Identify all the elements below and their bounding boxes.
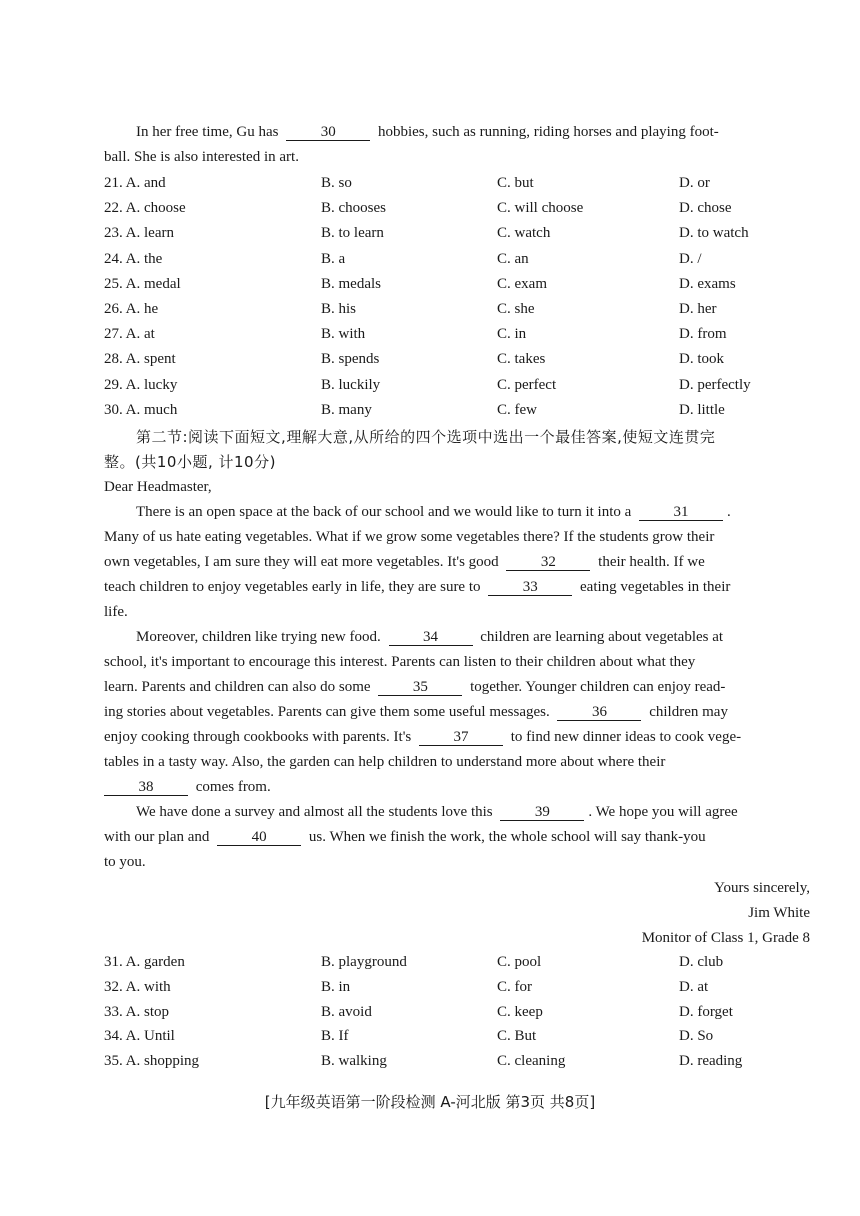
option-d: D. club — [679, 954, 724, 970]
option-c: C. exam — [497, 275, 547, 292]
option-a: 33. A. stop — [104, 1003, 170, 1020]
letter-p3-line2 — [104, 827, 810, 847]
option-b: B. avoid — [321, 1003, 372, 1020]
letter-text: with our plan and — [104, 829, 210, 845]
option-c: C. pool — [497, 954, 542, 970]
option-c: C. few — [497, 401, 537, 418]
letter-signature-title: Monitor of Class 1, Grade 8 — [641, 930, 810, 946]
letter-text: to find new dinner ideas to cook vege- — [510, 729, 742, 745]
question-row — [104, 274, 824, 294]
letter-signature-name: Jim White — [748, 905, 810, 921]
letter-text: children may — [649, 704, 728, 720]
letter-text: . We hope you will agree — [588, 804, 738, 820]
blank-36: 36 — [557, 704, 641, 721]
question-row — [104, 1026, 824, 1046]
letter-text: eating vegetables in their — [580, 579, 731, 595]
option-b: B. walking — [321, 1053, 387, 1070]
option-a: 21. A. and — [104, 175, 166, 191]
letter-p1-line5: life. — [104, 604, 128, 620]
option-d: D. to watch — [679, 225, 749, 242]
option-a: 34. A. Until — [104, 1028, 175, 1045]
option-c: C. but — [497, 175, 534, 191]
letter-text: Moreover, children like trying new food. — [136, 629, 381, 645]
blank-31: 31 — [639, 504, 723, 521]
option-a: 26. A. he — [104, 301, 159, 317]
option-b: B. If — [321, 1028, 349, 1045]
letter-p3-line1 — [136, 802, 810, 822]
blank-39: 39 — [500, 804, 584, 821]
option-d: D. or — [679, 175, 710, 191]
letter-text: own vegetables, I am sure they will eat more vegetables. It's good — [104, 554, 499, 570]
intro-text: hobbies, such as running, riding horses and playing foot- — [377, 124, 719, 140]
option-d: D. perfectly — [679, 376, 751, 393]
question-row — [104, 223, 824, 243]
letter-p1-line3 — [104, 552, 810, 572]
letter-p1-line1 — [136, 502, 810, 522]
letter-text: learn. Parents and children can also do some — [104, 679, 371, 695]
question-row — [104, 173, 824, 193]
letter-text: comes from. — [195, 779, 271, 795]
option-d: D. chose — [679, 200, 732, 217]
blank-38: 38 — [104, 779, 188, 796]
question-row — [104, 324, 824, 344]
letter-p3-line3: to you. — [104, 854, 146, 870]
option-c: C. keep — [497, 1003, 543, 1020]
option-d: D. at — [679, 978, 709, 995]
option-a: 23. A. learn — [104, 225, 174, 242]
blank-33: 33 — [488, 579, 572, 596]
option-a: 29. A. lucky — [104, 376, 178, 393]
letter-p2-line1 — [136, 627, 810, 647]
option-d: D. exams — [679, 275, 736, 292]
option-a: 27. A. at — [104, 326, 155, 343]
letter-text: children are learning about vegetables at — [480, 629, 724, 645]
blank-40: 40 — [217, 829, 301, 846]
option-b: B. his — [321, 301, 357, 317]
option-b: B. luckily — [321, 376, 381, 393]
option-b: B. a — [321, 250, 346, 267]
option-b: B. medals — [321, 275, 381, 292]
page-footer: [九年级英语第一阶段检测 A-河北版 第3页 共8页] — [264, 1093, 596, 1111]
option-c: C. cleaning — [497, 1053, 566, 1070]
letter-text: There is an open space at the back of our school and we would like to turn it into a — [136, 504, 632, 520]
question-row — [104, 249, 824, 269]
blank-30: 30 — [286, 124, 370, 141]
letter-p2-line2: school, it's important to encourage this interest. Parents can listen to their children about what they — [104, 654, 696, 670]
section2-instructions-line2: 整。(共10小题, 计10分) — [104, 453, 276, 471]
option-c: C. an — [497, 250, 529, 267]
question-row — [104, 1002, 824, 1022]
option-c: C. she — [497, 301, 535, 317]
letter-p1-line4 — [104, 577, 810, 597]
option-d: D. took — [679, 351, 724, 368]
section2-instructions-line1: 第二节:阅读下面短文,理解大意,从所给的四个选项中选出一个最佳答案,使短文连贯完 — [136, 428, 716, 446]
option-b: B. with — [321, 326, 366, 343]
letter-text: us. When we finish the work, the whole school will say thank-you — [308, 829, 706, 845]
letter-text: enjoy cooking through cookbooks with parents. It's — [104, 729, 412, 745]
option-c: C. in — [497, 326, 527, 343]
option-d: D. reading — [679, 1053, 743, 1070]
option-b: B. in — [321, 978, 351, 995]
option-b: B. so — [321, 175, 352, 191]
question-row — [104, 299, 824, 319]
letter-p1-line2: Many of us hate eating vegetables. What if we grow some vegetables there? If the students grow their — [104, 529, 715, 545]
letter-p2-line7 — [104, 777, 810, 797]
option-a: 35. A. shopping — [104, 1053, 200, 1070]
option-a: 24. A. the — [104, 250, 163, 267]
letter-p2-line5 — [104, 727, 810, 747]
option-a: 31. A. garden — [104, 954, 185, 970]
option-b: B. playground — [321, 954, 407, 970]
letter-greeting: Dear Headmaster, — [104, 479, 212, 495]
letter-closing: Yours sincerely, — [714, 880, 810, 896]
letter-p2-line3 — [104, 677, 810, 697]
option-d: D. her — [679, 301, 717, 317]
option-c: C. perfect — [497, 376, 557, 393]
option-c: C. for — [497, 978, 532, 995]
option-a: 30. A. much — [104, 401, 178, 418]
option-c: C. watch — [497, 225, 551, 242]
option-c: C. But — [497, 1028, 537, 1045]
option-b: B. spends — [321, 351, 380, 368]
option-b: B. chooses — [321, 200, 386, 217]
option-c: C. will choose — [497, 200, 584, 217]
blank-32: 32 — [506, 554, 590, 571]
option-d: D. little — [679, 401, 725, 418]
blank-35: 35 — [378, 679, 462, 696]
question-row — [104, 977, 824, 997]
option-b: B. to learn — [321, 225, 384, 242]
question-row — [104, 952, 824, 972]
option-a: 25. A. medal — [104, 275, 181, 292]
question-row — [104, 375, 824, 395]
blank-37: 37 — [419, 729, 503, 746]
letter-p2-line6: tables in a tasty way. Also, the garden can help children to understand more about where their — [104, 754, 666, 770]
letter-text: . — [727, 504, 731, 520]
letter-text: teach children to enjoy vegetables early in life, they are sure to — [104, 579, 481, 595]
option-a: 28. A. spent — [104, 351, 176, 368]
intro-line-1 — [136, 122, 810, 142]
option-a: 32. A. with — [104, 978, 171, 995]
option-d: D. from — [679, 326, 727, 343]
question-row — [104, 1051, 824, 1071]
letter-text: their health. If we — [598, 554, 705, 570]
letter-text: ing stories about vegetables. Parents can give them some useful messages. — [104, 704, 550, 720]
intro-line-2: ball. She is also interested in art. — [104, 149, 299, 165]
blank-34: 34 — [389, 629, 473, 646]
option-a: 22. A. choose — [104, 200, 186, 217]
question-row — [104, 400, 824, 420]
question-row — [104, 349, 824, 369]
letter-text: together. Younger children can enjoy read- — [470, 679, 726, 695]
question-row — [104, 198, 824, 218]
option-c: C. takes — [497, 351, 546, 368]
option-d: D. So — [679, 1028, 714, 1045]
letter-text: We have done a survey and almost all the students love this — [136, 804, 493, 820]
option-d: D. forget — [679, 1003, 733, 1020]
intro-text: In her free time, Gu has — [136, 124, 279, 140]
letter-p2-line4 — [104, 702, 810, 722]
option-d: D. / — [679, 250, 702, 267]
option-b: B. many — [321, 401, 372, 418]
